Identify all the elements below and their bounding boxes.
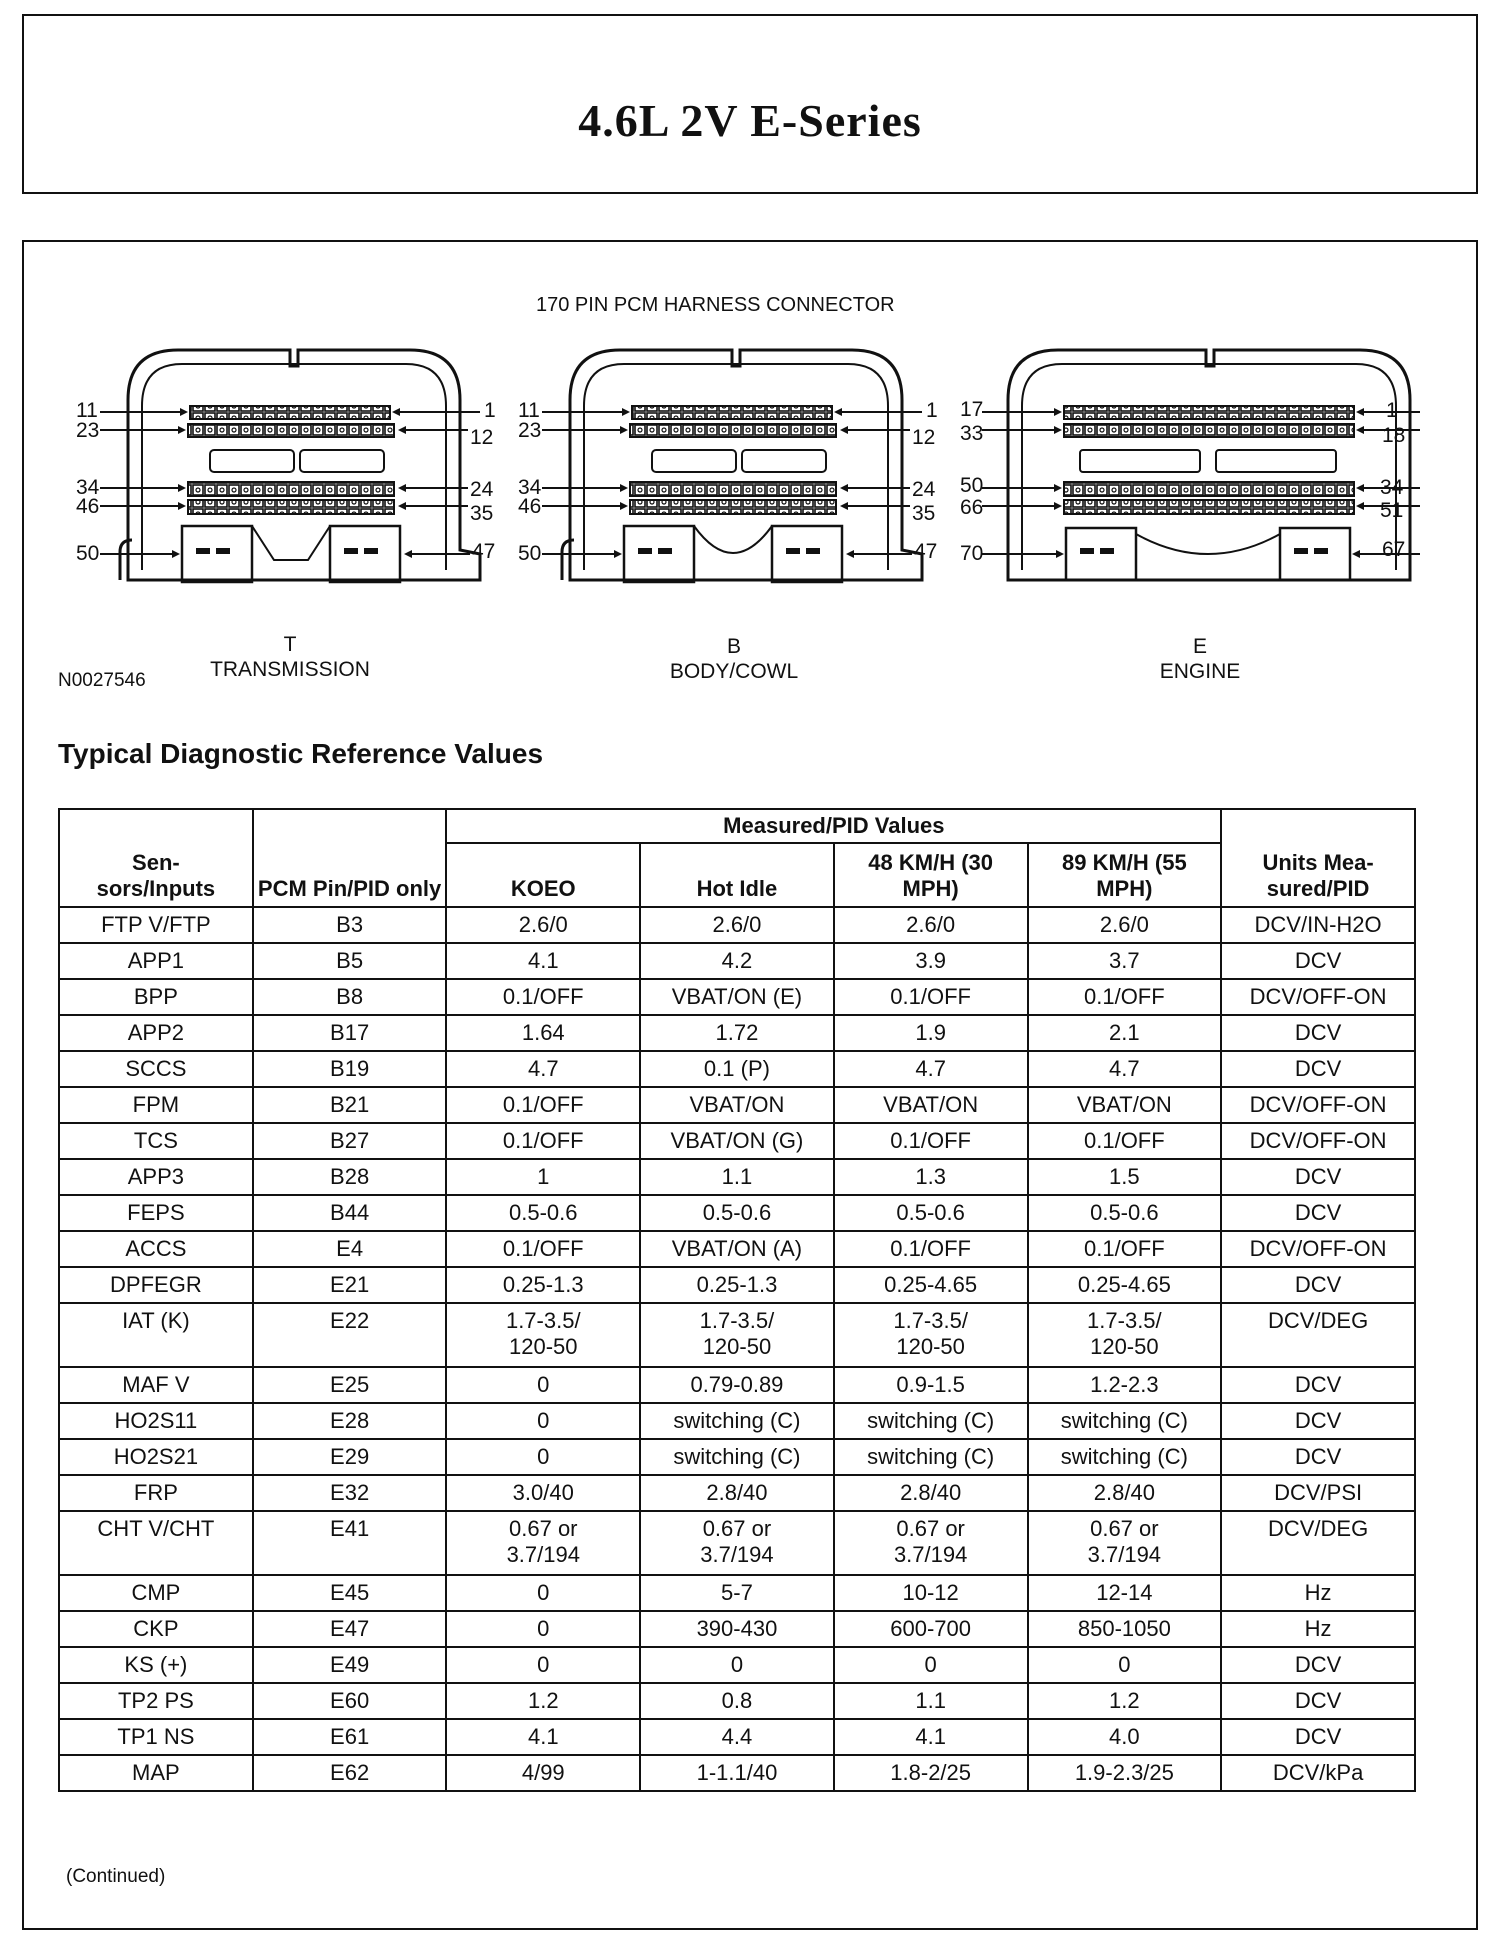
table-cell: MAF V (59, 1367, 253, 1403)
table-cell: DCV (1221, 1195, 1415, 1231)
table-cell: 1.9 (834, 1015, 1028, 1051)
header-sensors (59, 809, 253, 907)
table-cell: 0.25-4.65 (834, 1267, 1028, 1303)
table-cell: IAT (K) (59, 1303, 253, 1367)
table-cell: APP3 (59, 1159, 253, 1195)
pin-label: 35 (912, 502, 936, 525)
table-cell: VBAT/ON (640, 1087, 834, 1123)
pin-label: 34 (76, 476, 100, 499)
pin-label: 66 (960, 496, 984, 519)
table-cell: MAP (59, 1755, 253, 1791)
figure-id: N0027546 (58, 670, 146, 691)
table-cell: 0.5-0.6 (640, 1195, 834, 1231)
pin-label: 11 (76, 399, 98, 422)
table-cell: E25 (253, 1367, 447, 1403)
table-cell: VBAT/ON (G) (640, 1123, 834, 1159)
table-cell: FRP (59, 1475, 253, 1511)
table-row (59, 907, 1415, 943)
table-cell: B27 (253, 1123, 447, 1159)
pin-label: 1 (926, 399, 938, 422)
table-cell: 1.7-3.5/ 120-50 (640, 1303, 834, 1367)
continued-note: (Continued) (66, 1866, 166, 1887)
table-cell: 600-700 (834, 1611, 1028, 1647)
table-cell: 4.4 (640, 1719, 834, 1755)
pin-label: 50 (76, 542, 100, 565)
connector-body-cowl (542, 350, 922, 582)
table-cell: B19 (253, 1051, 447, 1087)
table-cell: 2.6/0 (834, 907, 1028, 943)
table-row (59, 1511, 1415, 1575)
table-cell: 0.5-0.6 (834, 1195, 1028, 1231)
pin-label: 50 (518, 542, 542, 565)
table-cell: B17 (253, 1015, 447, 1051)
table-cell: DPFEGR (59, 1267, 253, 1303)
table-cell: 0 (446, 1439, 640, 1475)
connector-letter: B (726, 635, 741, 658)
pin-label: 18 (1382, 424, 1406, 447)
table-cell: 0 (446, 1575, 640, 1611)
connector-caption-engine (1090, 634, 1310, 684)
table-cell: 2.6/0 (446, 907, 640, 943)
table-row (59, 1123, 1415, 1159)
pin-label: 50 (960, 474, 984, 497)
table-row (59, 1303, 1415, 1367)
table-row (59, 1051, 1415, 1087)
table-cell: DCV/IN-H2O (1221, 907, 1415, 943)
table-cell: 0.25-1.3 (640, 1267, 834, 1303)
table-cell: FTP V/FTP (59, 907, 253, 943)
table-cell: 0 (640, 1647, 834, 1683)
table-cell: DCV/DEG (1221, 1511, 1415, 1575)
table-cell: 1.3 (834, 1159, 1028, 1195)
table-cell: 3.0/40 (446, 1475, 640, 1511)
table-cell: 1 (446, 1159, 640, 1195)
table-cell: 4.2 (640, 943, 834, 979)
header-label: PCM Pin/PID only (257, 876, 442, 901)
pin-label: 23 (518, 419, 542, 442)
table-cell: 0 (446, 1611, 640, 1647)
table-cell: 4.7 (834, 1051, 1028, 1087)
table-cell: E22 (253, 1303, 447, 1367)
table-cell: 0.1 (P) (640, 1051, 834, 1087)
connector-caption-transmission (180, 632, 400, 682)
table-row (59, 1575, 1415, 1611)
table-cell: 2.8/40 (834, 1475, 1028, 1511)
table-cell: CHT V/CHT (59, 1511, 253, 1575)
table-row (59, 1015, 1415, 1051)
table-cell: 0.67 or 3.7/194 (640, 1511, 834, 1575)
table-cell: B44 (253, 1195, 447, 1231)
table-cell: 4.1 (446, 1719, 640, 1755)
connector-engine (982, 350, 1420, 580)
table-cell: E21 (253, 1267, 447, 1303)
connector-diagram (60, 340, 1420, 600)
table-cell: 1.72 (640, 1015, 834, 1051)
table-cell: 0.1/OFF (834, 979, 1028, 1015)
pin-label: 35 (470, 502, 494, 525)
table-cell: 12-14 (1028, 1575, 1222, 1611)
table-cell: DCV (1221, 1267, 1415, 1303)
table-cell: 1.8-2/25 (834, 1755, 1028, 1791)
header-label: Units Mea- sured/PID (1262, 850, 1374, 901)
pin-label: 24 (912, 478, 936, 501)
table-row (59, 1367, 1415, 1403)
table-cell: 0.8 (640, 1683, 834, 1719)
pin-label: 33 (960, 422, 984, 445)
table-cell: 4/99 (446, 1755, 640, 1791)
pin-label: 51 (1380, 499, 1404, 522)
connector-name: ENGINE (1159, 660, 1241, 683)
table-cell: HO2S11 (59, 1403, 253, 1439)
table-cell: switching (C) (834, 1403, 1028, 1439)
table-cell: 2.8/40 (640, 1475, 834, 1511)
table-cell: 0 (446, 1403, 640, 1439)
reference-values-table (58, 808, 1416, 1792)
table-cell: DCV (1221, 1159, 1415, 1195)
table-cell: switching (C) (640, 1403, 834, 1439)
pin-label: 34 (1380, 476, 1404, 499)
table-cell: 2.1 (1028, 1015, 1222, 1051)
table-cell: DCV/OFF-ON (1221, 1231, 1415, 1267)
table-cell: 1.5 (1028, 1159, 1222, 1195)
table-cell: 390-430 (640, 1611, 834, 1647)
table-cell: DCV (1221, 1051, 1415, 1087)
table-cell: 1.64 (446, 1015, 640, 1051)
table-row (59, 943, 1415, 979)
table-cell: 3.7 (1028, 943, 1222, 979)
table-cell: 1.1 (834, 1683, 1028, 1719)
table-cell: 1.9-2.3/25 (1028, 1755, 1222, 1791)
connector-letter: E (1192, 635, 1207, 658)
table-cell: E47 (253, 1611, 447, 1647)
pin-label: 23 (76, 419, 100, 442)
table-cell: 10-12 (834, 1575, 1028, 1611)
table-cell: E62 (253, 1755, 447, 1791)
table-cell: 0.1/OFF (1028, 1123, 1222, 1159)
table-cell: 1.7-3.5/ 120-50 (834, 1303, 1028, 1367)
table-cell: 0 (446, 1647, 640, 1683)
pin-label: 46 (518, 495, 542, 518)
table-cell: 4.7 (1028, 1051, 1222, 1087)
connector-name: BODY/COWL (669, 660, 799, 683)
table-cell: CMP (59, 1575, 253, 1611)
table-cell: SCCS (59, 1051, 253, 1087)
table-cell: 0.5-0.6 (1028, 1195, 1222, 1231)
pin-label: 46 (76, 495, 100, 518)
table-cell: 1.7-3.5/ 120-50 (1028, 1303, 1222, 1367)
table-row (59, 1719, 1415, 1755)
table-cell: B28 (253, 1159, 447, 1195)
table-cell: E45 (253, 1575, 447, 1611)
section-heading: Typical Diagnostic Reference Values (58, 738, 544, 769)
table-cell: 4.0 (1028, 1719, 1222, 1755)
table-cell: 0.1/OFF (834, 1123, 1028, 1159)
table-cell: 4.1 (446, 943, 640, 979)
table-cell: 2.8/40 (1028, 1475, 1222, 1511)
table-cell: 0.79-0.89 (640, 1367, 834, 1403)
table-cell: VBAT/ON (1028, 1087, 1222, 1123)
table-cell: switching (C) (834, 1439, 1028, 1475)
table-row (59, 1159, 1415, 1195)
table-cell: DCV/OFF-ON (1221, 1087, 1415, 1123)
table-cell: 0.67 or 3.7/194 (834, 1511, 1028, 1575)
table-cell: ACCS (59, 1231, 253, 1267)
table-cell: 0.25-1.3 (446, 1267, 640, 1303)
table-cell: 0.9-1.5 (834, 1367, 1028, 1403)
table-cell: 2.6/0 (640, 907, 834, 943)
table-cell: 1-1.1/40 (640, 1755, 834, 1791)
table-cell: 0.1/OFF (446, 1087, 640, 1123)
table-cell: 0.5-0.6 (446, 1195, 640, 1231)
table-cell: DCV/OFF-ON (1221, 979, 1415, 1015)
pin-label: 67 (1382, 538, 1406, 561)
table-cell: Hz (1221, 1611, 1415, 1647)
table-cell: E60 (253, 1683, 447, 1719)
table-cell: DCV (1221, 943, 1415, 979)
table-cell: 0 (834, 1647, 1028, 1683)
table-cell: switching (C) (1028, 1439, 1222, 1475)
table-row (59, 1439, 1415, 1475)
table-cell: 1.7-3.5/ 120-50 (446, 1303, 640, 1367)
table-cell: APP1 (59, 943, 253, 979)
table-cell: DCV (1221, 1015, 1415, 1051)
table-cell: TP1 NS (59, 1719, 253, 1755)
table-cell: 1.2-2.3 (1028, 1367, 1222, 1403)
table-row (59, 1683, 1415, 1719)
table-row (59, 1755, 1415, 1791)
table-cell: 0 (1028, 1647, 1222, 1683)
table-cell: DCV/DEG (1221, 1303, 1415, 1367)
table-cell: DCV (1221, 1403, 1415, 1439)
table-cell: 0 (446, 1367, 640, 1403)
table-cell: 3.9 (834, 943, 1028, 979)
header-89kmh: 89 KM/H (55 MPH) (1028, 843, 1222, 907)
table-row (59, 1475, 1415, 1511)
table-cell: 1.1 (640, 1159, 834, 1195)
table-cell: switching (C) (1028, 1403, 1222, 1439)
table-row (59, 1231, 1415, 1267)
table-cell: DCV (1221, 1683, 1415, 1719)
connector-transmission (100, 350, 480, 582)
table-cell: 0.1/OFF (1028, 1231, 1222, 1267)
table-row (59, 979, 1415, 1015)
table-cell: Hz (1221, 1575, 1415, 1611)
table-cell: KS (+) (59, 1647, 253, 1683)
table-cell: VBAT/ON (A) (640, 1231, 834, 1267)
table-cell: E61 (253, 1719, 447, 1755)
table-row (59, 1195, 1415, 1231)
table-row (59, 1611, 1415, 1647)
table-cell: E41 (253, 1511, 447, 1575)
table-row (59, 1403, 1415, 1439)
table-cell: 4.1 (834, 1719, 1028, 1755)
header-hot-idle: Hot Idle (640, 843, 834, 907)
table-cell: 5-7 (640, 1575, 834, 1611)
table-cell: DCV/OFF-ON (1221, 1123, 1415, 1159)
table-cell: E28 (253, 1403, 447, 1439)
header-pcm-pin (253, 809, 447, 907)
pin-label: 24 (470, 478, 494, 501)
table-cell: FPM (59, 1087, 253, 1123)
connector-caption-body-cowl (624, 634, 844, 684)
table-cell: 0.1/OFF (1028, 979, 1222, 1015)
pin-label: 34 (518, 476, 542, 499)
pin-label: 47 (914, 540, 938, 563)
pin-label: 12 (912, 426, 936, 449)
header-units (1221, 809, 1415, 907)
figure-title: 170 PIN PCM HARNESS CONNECTOR (536, 294, 895, 316)
table-cell: FEPS (59, 1195, 253, 1231)
table-cell: HO2S21 (59, 1439, 253, 1475)
table-cell: 1.2 (446, 1683, 640, 1719)
header-label: Sen- sors/Inputs (96, 850, 216, 901)
connector-name: TRANSMISSION (210, 658, 370, 681)
table-cell: DCV (1221, 1439, 1415, 1475)
header-koeo: KOEO (446, 843, 640, 907)
table-cell: B8 (253, 979, 447, 1015)
table-cell: B21 (253, 1087, 447, 1123)
table-row (59, 1087, 1415, 1123)
table-cell: DCV (1221, 1719, 1415, 1755)
table-cell: 0.1/OFF (446, 1231, 640, 1267)
table-cell: DCV (1221, 1367, 1415, 1403)
table-cell: TCS (59, 1123, 253, 1159)
header-48kmh: 48 KM/H (30 MPH) (834, 843, 1028, 907)
table-cell: 0.1/OFF (446, 979, 640, 1015)
table-cell: 1.2 (1028, 1683, 1222, 1719)
table-cell: VBAT/ON (834, 1087, 1028, 1123)
table-cell: B5 (253, 943, 447, 979)
table-cell: E49 (253, 1647, 447, 1683)
table-cell: BPP (59, 979, 253, 1015)
table-cell: TP2 PS (59, 1683, 253, 1719)
table-row (59, 1267, 1415, 1303)
pin-label: 47 (472, 540, 496, 563)
table-cell: 0.1/OFF (446, 1123, 640, 1159)
table-cell: DCV/kPa (1221, 1755, 1415, 1791)
table-cell: 0.67 or 3.7/194 (446, 1511, 640, 1575)
table-cell: switching (C) (640, 1439, 834, 1475)
pin-label: 1 (1386, 399, 1398, 422)
table-cell: E29 (253, 1439, 447, 1475)
page-title: 4.6L 2V E-Series (578, 95, 922, 146)
table-cell: 2.6/0 (1028, 907, 1222, 943)
table-cell: 0.25-4.65 (1028, 1267, 1222, 1303)
pin-label: 11 (518, 399, 540, 422)
title-box (22, 14, 1478, 194)
pin-label: 1 (484, 399, 496, 422)
pin-label: 12 (470, 426, 494, 449)
table-cell: DCV/PSI (1221, 1475, 1415, 1511)
pin-label: 17 (960, 398, 984, 421)
connector-letter: T (283, 633, 297, 656)
table-cell: VBAT/ON (E) (640, 979, 834, 1015)
table-cell: APP2 (59, 1015, 253, 1051)
table-cell: E4 (253, 1231, 447, 1267)
table-cell: CKP (59, 1611, 253, 1647)
table-cell: 0.1/OFF (834, 1231, 1028, 1267)
pin-label: 70 (960, 542, 984, 565)
header-measured-group: Measured/PID Values (446, 809, 1221, 843)
table-cell: 850-1050 (1028, 1611, 1222, 1647)
table-cell: DCV (1221, 1647, 1415, 1683)
table-cell: 0.67 or 3.7/194 (1028, 1511, 1222, 1575)
table-cell: 4.7 (446, 1051, 640, 1087)
table-row (59, 1647, 1415, 1683)
table-cell: E32 (253, 1475, 447, 1511)
table-cell: B3 (253, 907, 447, 943)
